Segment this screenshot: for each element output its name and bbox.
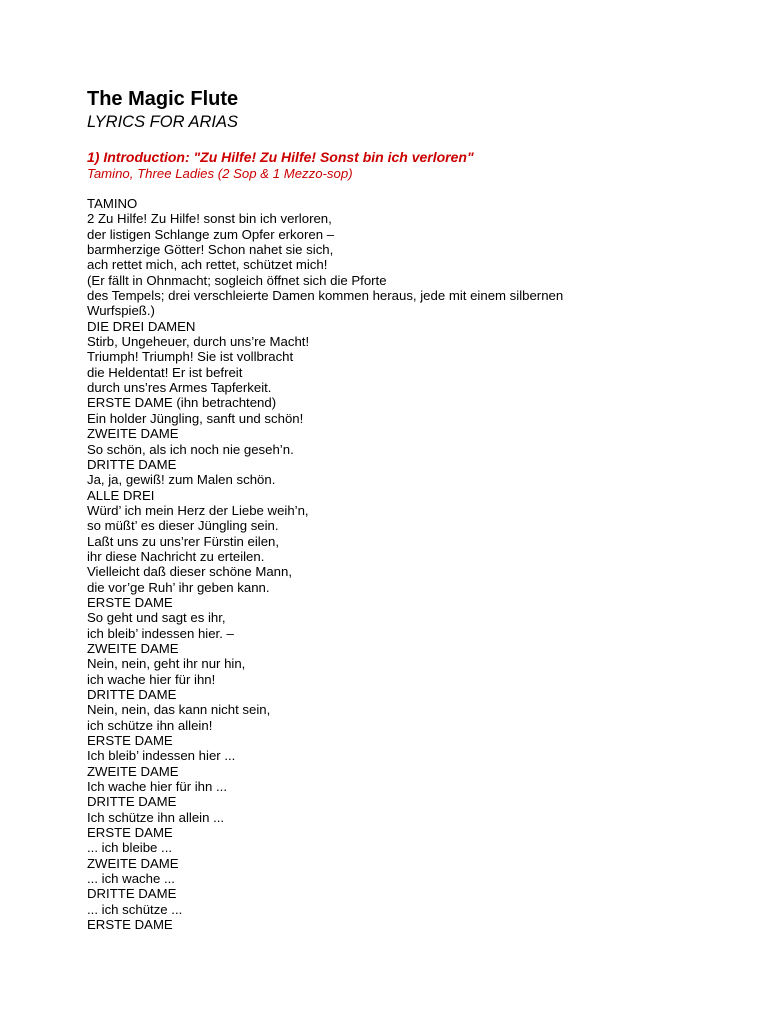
lyric-line: So geht und sagt es ihr, xyxy=(87,610,226,626)
lyric-line: Ich wache hier für ihn ... xyxy=(87,779,228,795)
lyric-line: 2 Zu Hilfe! Zu Hilfe! sonst bin ich verloren, xyxy=(87,211,332,227)
lyric-line: ich schütze ihn allein! xyxy=(87,717,213,733)
lyric-line: ... ich schütze ... xyxy=(87,901,183,917)
lyric-line: TAMINO xyxy=(87,196,138,211)
lyric-line: (Er fällt in Ohnmacht; sogleich öffnet sich die Pforte xyxy=(87,272,387,288)
lyric-line: DIE DREI DAMEN xyxy=(87,318,196,334)
lyric-line: ach rettet mich, ach rettet, schützet mich! xyxy=(87,257,328,273)
lyric-line: ERSTE DAME (ihn betrachtend) xyxy=(87,395,277,411)
lyric-line: Ich schütze ihn allein ... xyxy=(87,809,225,825)
lyric-line: ich wache hier für ihn! xyxy=(87,671,216,687)
lyric-line: ZWEITE DAME xyxy=(87,763,179,779)
lyric-line: DRITTE DAME xyxy=(87,886,177,902)
lyric-line: DRITTE DAME xyxy=(87,794,177,810)
lyric-line: ALLE DREI xyxy=(87,487,155,503)
lyric-line: die Heldentat! Er ist befreit xyxy=(87,364,243,380)
lyric-line: ERSTE DAME xyxy=(87,917,173,933)
lyric-line: Nein, nein, das kann nicht sein, xyxy=(87,702,271,718)
lyric-line: Wurfspieß.) xyxy=(87,303,155,319)
lyric-line: ich bleib’ indessen hier. – xyxy=(87,625,234,641)
lyric-line: ... ich wache ... xyxy=(87,871,175,887)
lyric-line: ERSTE DAME xyxy=(87,594,173,610)
lyric-line: DRITTE DAME xyxy=(87,456,177,472)
lyric-line: Ein holder Jüngling, sanft und schön! xyxy=(87,410,304,426)
section-cast: Tamino, Three Ladies (2 Sop & 1 Mezzo-sop) xyxy=(87,166,353,181)
lyric-line: der listigen Schlange zum Opfer erkoren – xyxy=(87,226,335,242)
lyric-line: des Tempels; drei verschleierte Damen kommen heraus, jede mit einem silbernen xyxy=(87,288,564,304)
lyric-line: die vor’ge Ruh’ ihr geben kann. xyxy=(87,579,270,595)
document-page xyxy=(87,86,687,933)
section-heading: 1) Introduction: "Zu Hilfe! Zu Hilfe! Sonst bin ich verloren" xyxy=(87,149,474,165)
lyric-line: DRITTE DAME xyxy=(87,687,177,702)
lyric-line: Ich bleib’ indessen hier ... xyxy=(87,748,236,764)
document-title: The Magic Flute xyxy=(87,88,239,110)
lyric-line: durch uns’res Armes Tapferkeit. xyxy=(87,380,272,396)
lyric-line: Laßt uns zu uns’rer Fürstin eilen, xyxy=(87,533,280,549)
lyric-line: ... ich bleibe ... xyxy=(87,840,173,856)
lyric-line: ZWEITE DAME xyxy=(87,640,179,656)
lyric-line: ihr diese Nachricht zu erteilen. xyxy=(87,548,265,564)
lyric-line: Würd’ ich mein Herz der Liebe weih’n, xyxy=(87,502,309,518)
lyric-line: Ja, ja, gewiß! zum Malen schön. xyxy=(87,472,276,488)
lyric-line: so müßt’ es dieser Jüngling sein. xyxy=(87,518,279,534)
lyric-line: Vielleicht daß dieser schöne Mann, xyxy=(87,564,293,580)
lyric-line: Triumph! Triumph! Sie ist vollbracht xyxy=(87,349,294,365)
lyrics-block xyxy=(87,196,687,933)
lyric-line: So schön, als ich noch nie geseh’n. xyxy=(87,441,294,457)
lyric-line: ERSTE DAME xyxy=(87,825,173,841)
lyric-line: Stirb, Ungeheuer, durch uns’re Macht! xyxy=(87,334,310,350)
lyric-line: barmherzige Götter! Schon nahet sie sich, xyxy=(87,242,334,258)
document-subtitle: LYRICS FOR ARIAS xyxy=(87,113,238,131)
lyric-line: Nein, nein, geht ihr nur hin, xyxy=(87,656,246,672)
lyric-line: ZWEITE DAME xyxy=(87,426,179,442)
lyric-line: ERSTE DAME xyxy=(87,733,173,749)
lyric-line: ZWEITE DAME xyxy=(87,855,179,871)
